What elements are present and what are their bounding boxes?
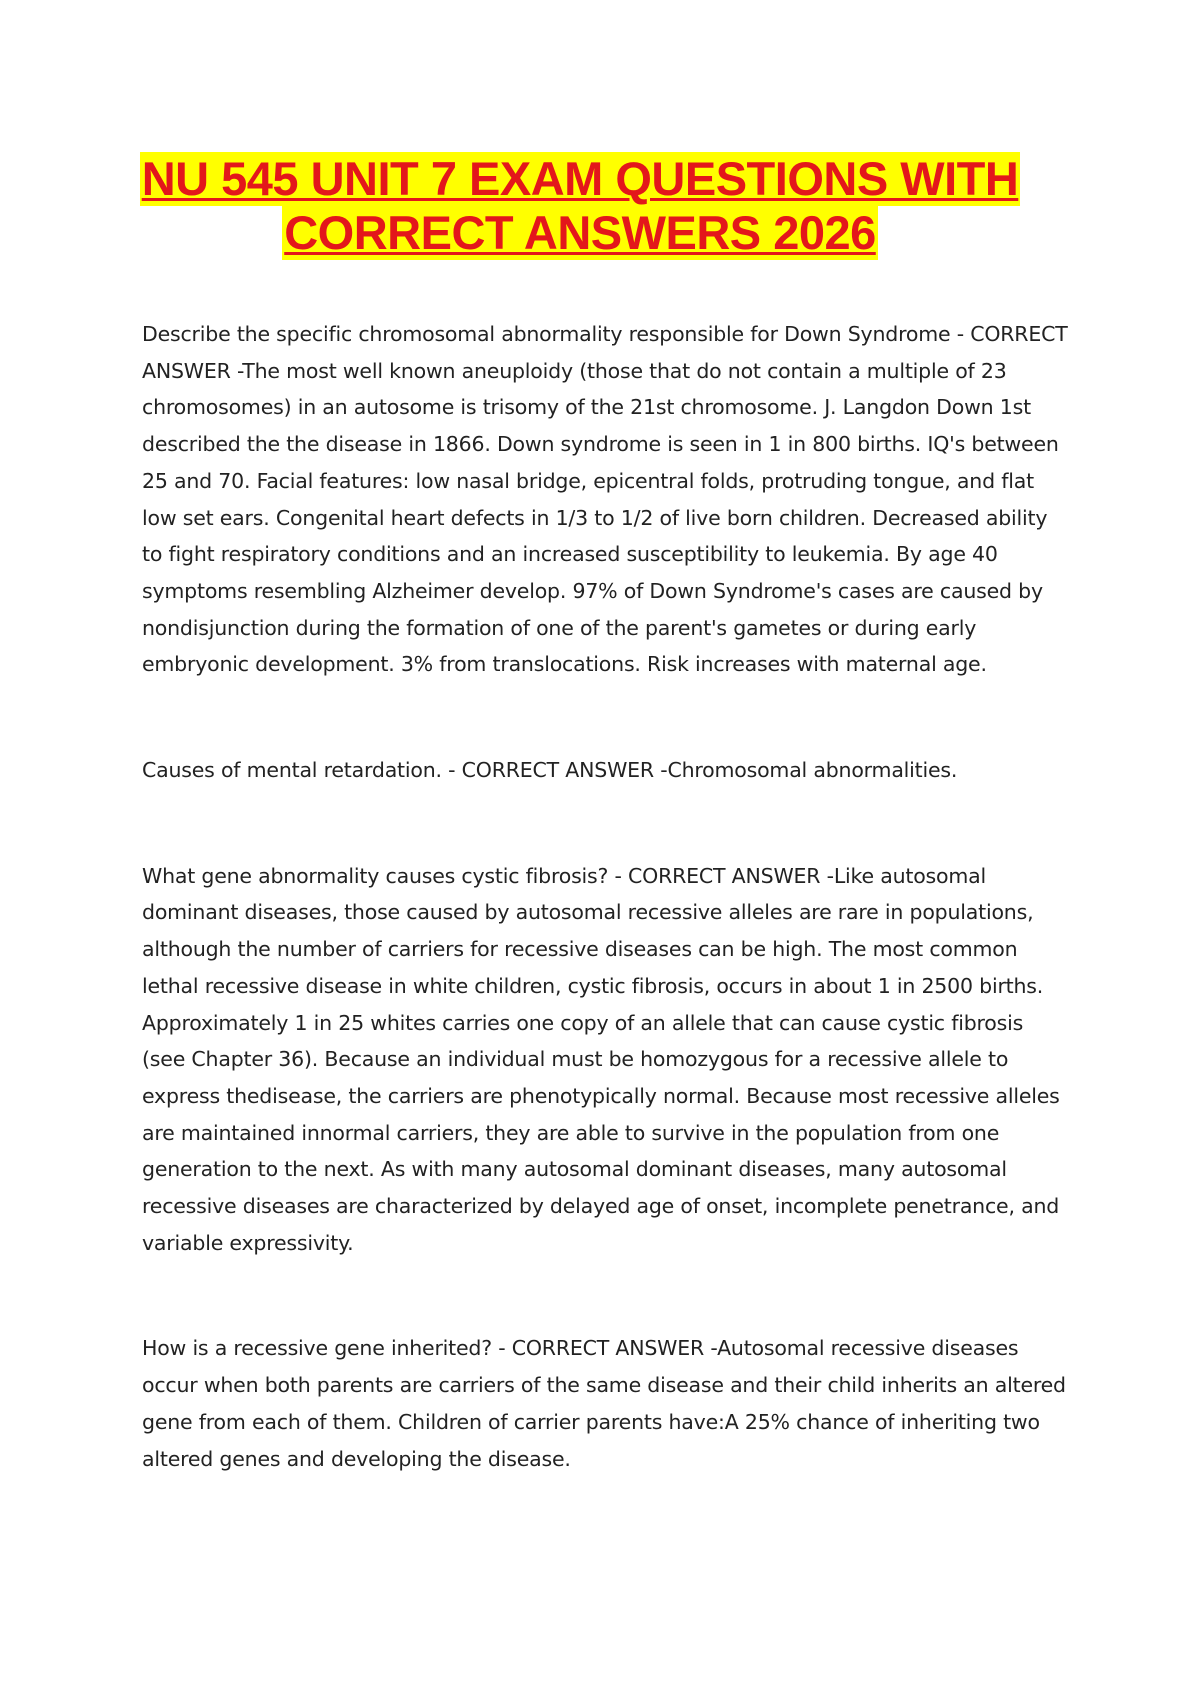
- title-line-2: CORRECT ANSWERS 2026: [284, 206, 876, 259]
- qa-item-recessive-inheritance: How is a recessive gene inherited? - CORRECT ANSWER -Autosomal recessive diseases occur when both parents are carriers of the same disease and their child inherits an altered gene from each of them. Children of carrier parents have:A 25% chance of inheriting two altered genes and developing the disease.: [142, 1336, 1066, 1471]
- qa-item-mental-retardation: Causes of mental retardation. - CORRECT ANSWER -Chromosomal abnormalities.: [142, 758, 958, 783]
- qa-item-down-syndrome: Describe the specific chromosomal abnormality responsible for Down Syndrome - CORRECT ANSWER -The most well known aneuploidy (those that do not contain a multiple of 23 chromosomes) in an autosome is trisomy of the 21st chromosome. J. Langdon Down 1st described the the disease in 1866. Down syndrome is seen in 1 in 800 births. IQ's between 25 and 70. Facial features: low nasal bridge, epicentral folds, protruding tongue, and flat low set ears. Congenital heart defects in 1/3 to 1/2 of live born children. Decreased ability to fight respiratory conditions and an increased susceptibility to leukemia. By age 40 symptoms resembling Alzheimer develop. 97% of Down Syndrome's cases are caused by nondisjunction during the formation of one of the parent's gametes or during early embryonic development. 3% from translocations. Risk increases with maternal age.: [142, 322, 1068, 677]
- qa-item-cystic-fibrosis: What gene abnormality causes cystic fibrosis? - CORRECT ANSWER -Like autosomal dominant diseases, those caused by autosomal recessive alleles are rare in populations, although the number of carriers for recessive diseases can be high. The most common lethal recessive disease in white children, cystic fibrosis, occurs in about 1 in 2500 births. Approximately 1 in 25 whites carries one copy of an allele that can cause cystic fibrosis (see Chapter 36). Because an individual must be homozygous for a recessive allele to express thedisease, the carriers are phenotypically normal. Because most recessive alleles are maintained innormal carriers, they are able to survive in the population from one generation to the next. As with many autosomal dominant diseases, many autosomal recessive diseases are characterized by delayed age of onset, incomplete penetrance, and variable expressivity.: [142, 863, 1060, 1255]
- title-line-1: NU 545 UNIT 7 EXAM QUESTIONS WITH: [141, 152, 1019, 205]
- qa-list: [142, 316, 1072, 1477]
- document-title: [0, 152, 1160, 260]
